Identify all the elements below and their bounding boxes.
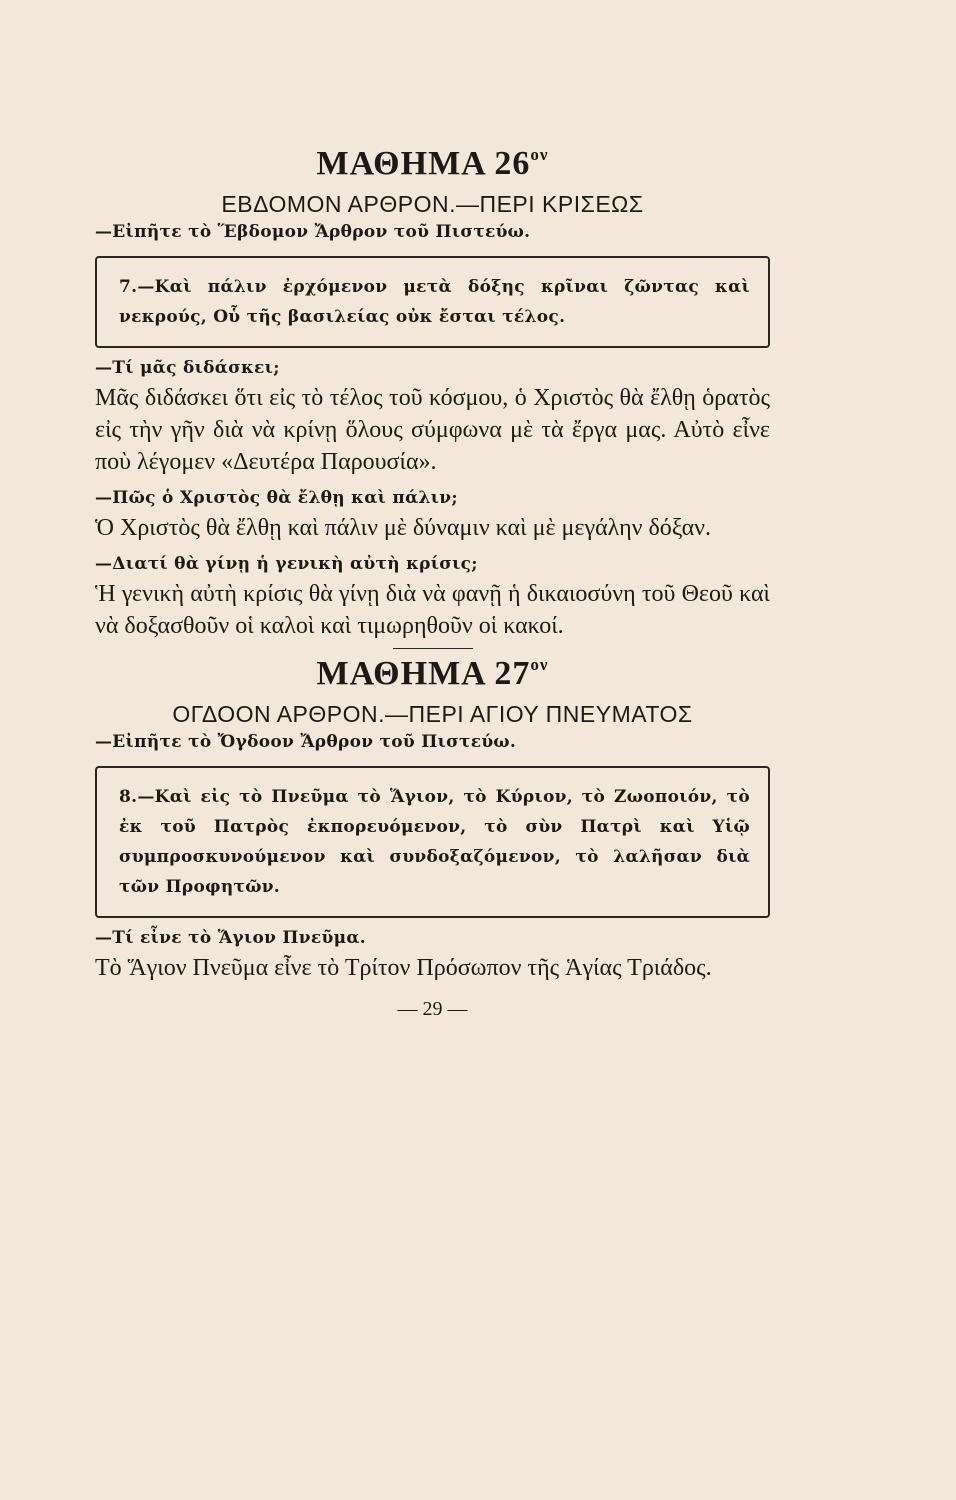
lesson-26-title: ΜΑΘΗΜΑ $26^{o\nu}$	[316, 145, 549, 182]
answer: Ἡ γενικὴ αὐτὴ κρίσις θὰ γίνῃ διὰ νὰ φανῇ ἡ δικαιοσύνη τοῦ Θεοῦ καὶ νὰ δοξασθοῦν οἱ καλοὶ καὶ τιμωρηθοῦν οἱ κακοί.	[95, 581, 770, 639]
creed-article-7: 7.—Καὶ πάλιν ἐρχόμενον μετὰ δόξης κρῖναι ζῶντας καὶ νεκρούς, Οὗ τῆς βασιλείας οὐκ ἔσται τέλος.	[119, 277, 750, 327]
book-page	[95, 145, 770, 1021]
creed-box-8	[95, 766, 770, 918]
lesson-26-article-title: ΕΒΔΟΜΟΝ ΑΡΘΡΟΝ.—ΠΕΡΙ ΚΡΙΣΕΩΣ	[221, 191, 644, 217]
creed-article-8: 8.—Καὶ εἰς τὸ Πνεῦμα τὸ Ἅγιον, τὸ Κύριον, τὸ Ζωοποιόν, τὸ ἐκ τοῦ Πατρὸς ἐκπορευόμενον, τὸ σὺν Πατρὶ καὶ Υἱῷ συμπροσκυνούμενον καὶ συνδοξαζόμενον, τὸ λαλῆσαν διὰ τῶν Προφητῶν.	[119, 787, 750, 897]
answer: Τὸ Ἅγιον Πνεῦμα εἶνε τὸ Τρίτον Πρόσωπον τῆς Ἁγίας Τριάδος.	[95, 955, 712, 981]
lesson-27-article-title: ΟΓΔΟΟΝ ΑΡΘΡΟΝ.—ΠΕΡΙ ΑΓΙΟΥ ΠΝΕΥΜΑΤΟΣ	[172, 701, 693, 727]
lesson-27-prompt: —Εἰπῆτε τὸ Ὄγδοον Ἄρθρον τοῦ Πιστεύω.	[95, 732, 517, 752]
divider	[393, 648, 473, 649]
answer: Ὁ Χριστὸς θὰ ἔλθῃ καὶ πάλιν μὲ δύναμιν καὶ μὲ μεγάλην δόξαν.	[95, 515, 712, 541]
lesson-26-prompt: —Εἰπῆτε τὸ Ἕβδομον Ἄρθρον τοῦ Πιστεύω.	[95, 222, 531, 242]
question: —Διατί θὰ γίνῃ ἡ γενικὴ αὐτὴ κρίσις;	[95, 554, 478, 574]
question: —Τί εἶνε τὸ Ἅγιον Πνεῦμα.	[95, 928, 366, 948]
answer: Μᾶς διδάσκει ὅτι εἰς τὸ τέλος τοῦ κόσμου, ὁ Χριστὸς θὰ ἔλθῃ ὁρατὸς εἰς τὴν γῆν διὰ νὰ κρίνῃ ὅλους σύμφωνα μὲ τὰ ἔργα μας. Αὐτὸ εἶνε ποὺ λέγομεν «Δευτέρα Παρουσία».	[95, 385, 770, 475]
question: —Τί μᾶς διδάσκει;	[95, 358, 280, 378]
page-number: — 29 —	[397, 998, 468, 1020]
lesson-27-title: ΜΑΘΗΜΑ $27^{o\nu}$	[316, 655, 549, 692]
question: —Πῶς ὁ Χριστὸς θὰ ἔλθῃ καὶ πάλιν;	[95, 488, 458, 508]
creed-box-7	[95, 256, 770, 348]
